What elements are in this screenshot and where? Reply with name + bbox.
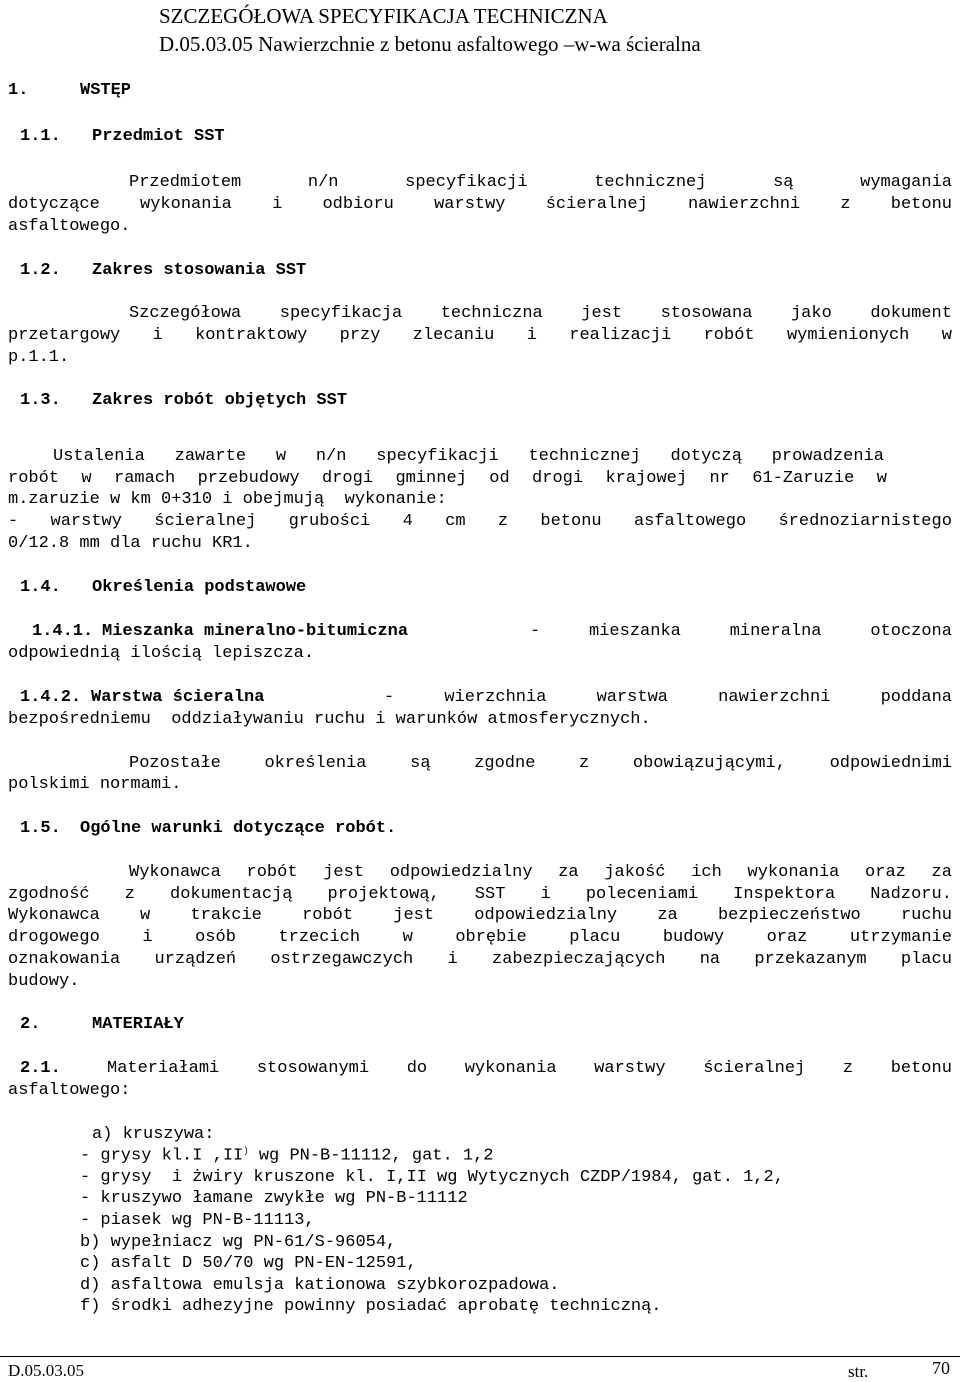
definition-2-line: - wierzchnia warstwa nawierzchni poddana	[384, 688, 952, 707]
section-1-4-title: Określenia podstawowe	[92, 578, 307, 597]
definitions-remark-line: Pozostałe określenia są zgodne z obowiązującymi, odpowiednimi	[129, 754, 952, 773]
materials-list-item: b) wypełniacz wg PN-61/S-96054,	[80, 1233, 397, 1252]
document-title: SZCZEGÓŁOWA SPECYFIKACJA TECHNICZNA	[159, 4, 608, 28]
materials-list-item: c) asfalt D 50/70 wg PN-EN-12591,	[80, 1254, 417, 1273]
definition-2-number: 1.4.2.	[20, 688, 82, 707]
materials-list-item: a) kruszywa:	[92, 1125, 215, 1144]
section-1-1-number: 1.1.	[20, 127, 61, 146]
section-1-3-number: 1.3.	[20, 391, 61, 410]
section-1-5-line: oznakowania urządzeń ostrzegawczych i zabezpieczających na przekazanym placu	[8, 950, 952, 969]
materials-list-item: - piasek wg PN-B-11113,	[80, 1211, 315, 1230]
document-subtitle: D.05.03.05 Nawierzchnie z betonu asfaltowego –w-wa ścieralna	[159, 32, 701, 56]
section-1-4-number: 1.4.	[20, 578, 61, 597]
section-1-2-number: 1.2.	[20, 261, 61, 280]
section-2-number: 2.	[20, 1015, 41, 1034]
section-1-5-line: Wykonawca w trakcie robót jest odpowiedzialny za bezpieczeństwo ruchu	[8, 906, 952, 925]
section-1-3-line: 0/12.8 mm dla ruchu KR1.	[8, 534, 253, 553]
section-1-3-line: m.zaruzie w km 0+310 i obejmują wykonanie:	[8, 490, 447, 509]
section-1-2-line: Szczegółowa specyfikacja techniczna jest stosowana jako dokument	[129, 304, 952, 323]
section-1-1-line: Przedmiotem n/n specyfikacji technicznej są wymagania	[129, 173, 952, 192]
definition-2-term: Warstwa ścieralna	[91, 688, 265, 707]
definition-2-line: bezpośredniemu oddziaływaniu ruchu i warunków atmosferycznych.	[8, 710, 651, 729]
section-1-2-line: przetargowy i kontraktowy przy zlecaniu i realizacji robót wymienionych w	[8, 326, 952, 345]
section-1-5-line: budowy.	[8, 972, 80, 991]
section-1-3-line: robót w ramach przebudowy drogi gminnej od drogi krajowej nr 61-Zaruzie w	[8, 469, 887, 488]
definition-1-line: - mieszanka mineralna otoczona	[530, 622, 952, 641]
section-1-1-title: Przedmiot SST	[92, 127, 225, 146]
section-1-5-line: Wykonawca robót jest odpowiedzialny za jakość ich wykonania oraz za	[129, 863, 952, 882]
section-1-5-line: zgodność z dokumentacją projektową, SST i poleceniami Inspektora Nadzoru.	[8, 885, 952, 904]
section-1-2-line: p.1.1.	[8, 348, 70, 367]
section-2-1-line: Materiałami stosowanymi do wykonania warstwy ścieralnej z betonu	[107, 1059, 952, 1078]
materials-list-item: - grysy i żwiry kruszone kl. I,II wg Wytycznych CZDP/1984, gat. 1,2,	[80, 1168, 784, 1187]
section-1-2-title: Zakres stosowania SST	[92, 261, 307, 280]
footer-page-label: str.	[848, 1362, 869, 1381]
section-1-1-line: dotyczące wykonania i odbioru warstwy ścieralnej nawierzchni z betonu	[8, 195, 952, 214]
section-1-number: 1.	[8, 81, 29, 100]
materials-list-item: f) środki adhezyjne powinny posiadać aprobatę techniczną.	[80, 1297, 662, 1316]
footer-spec-code: D.05.03.05	[8, 1361, 85, 1380]
definition-1-term: Mieszanka mineralno-bitumiczna	[102, 622, 409, 641]
section-1-1-line: asfaltowego.	[8, 217, 131, 236]
section-1-5-line: drogowego i osób trzecich w obrębie placu budowy oraz utrzymanie	[8, 928, 952, 947]
section-1-5-number: 1.5.	[20, 819, 61, 838]
section-2-title: MATERIAŁY	[92, 1015, 184, 1034]
section-1-5-title: Ogólne warunki dotyczące robót.	[80, 819, 397, 838]
section-1-3-title: Zakres robót objętych SST	[92, 391, 348, 410]
section-1-3-line: Ustalenia zawarte w n/n specyfikacji technicznej dotyczą prowadzenia	[53, 447, 884, 466]
footer-page-number: 70	[932, 1358, 950, 1378]
footer-divider	[0, 1356, 960, 1357]
materials-list-item: d) asfaltowa emulsja kationowa szybkorozpadowa.	[80, 1276, 560, 1295]
definition-1-number: 1.4.1.	[32, 622, 94, 641]
section-1-title: WSTĘP	[80, 81, 132, 100]
section-2-1-number: 2.1.	[20, 1059, 61, 1078]
materials-list-item: - kruszywo łamane zwykłe wg PN-B-11112	[80, 1189, 468, 1208]
section-2-1-line: asfaltowego:	[8, 1081, 131, 1100]
definition-1-line: odpowiednią ilością lepiszcza.	[8, 644, 315, 663]
definitions-remark-line: polskimi normami.	[8, 775, 182, 794]
section-1-3-line: - warstwy ścieralnej grubości 4 cm z betonu asfaltowego średnoziarnistego	[8, 512, 952, 531]
materials-list-item: - grysy kl.I ,II) wg PN-B-11112, gat. 1,2	[80, 1146, 494, 1166]
